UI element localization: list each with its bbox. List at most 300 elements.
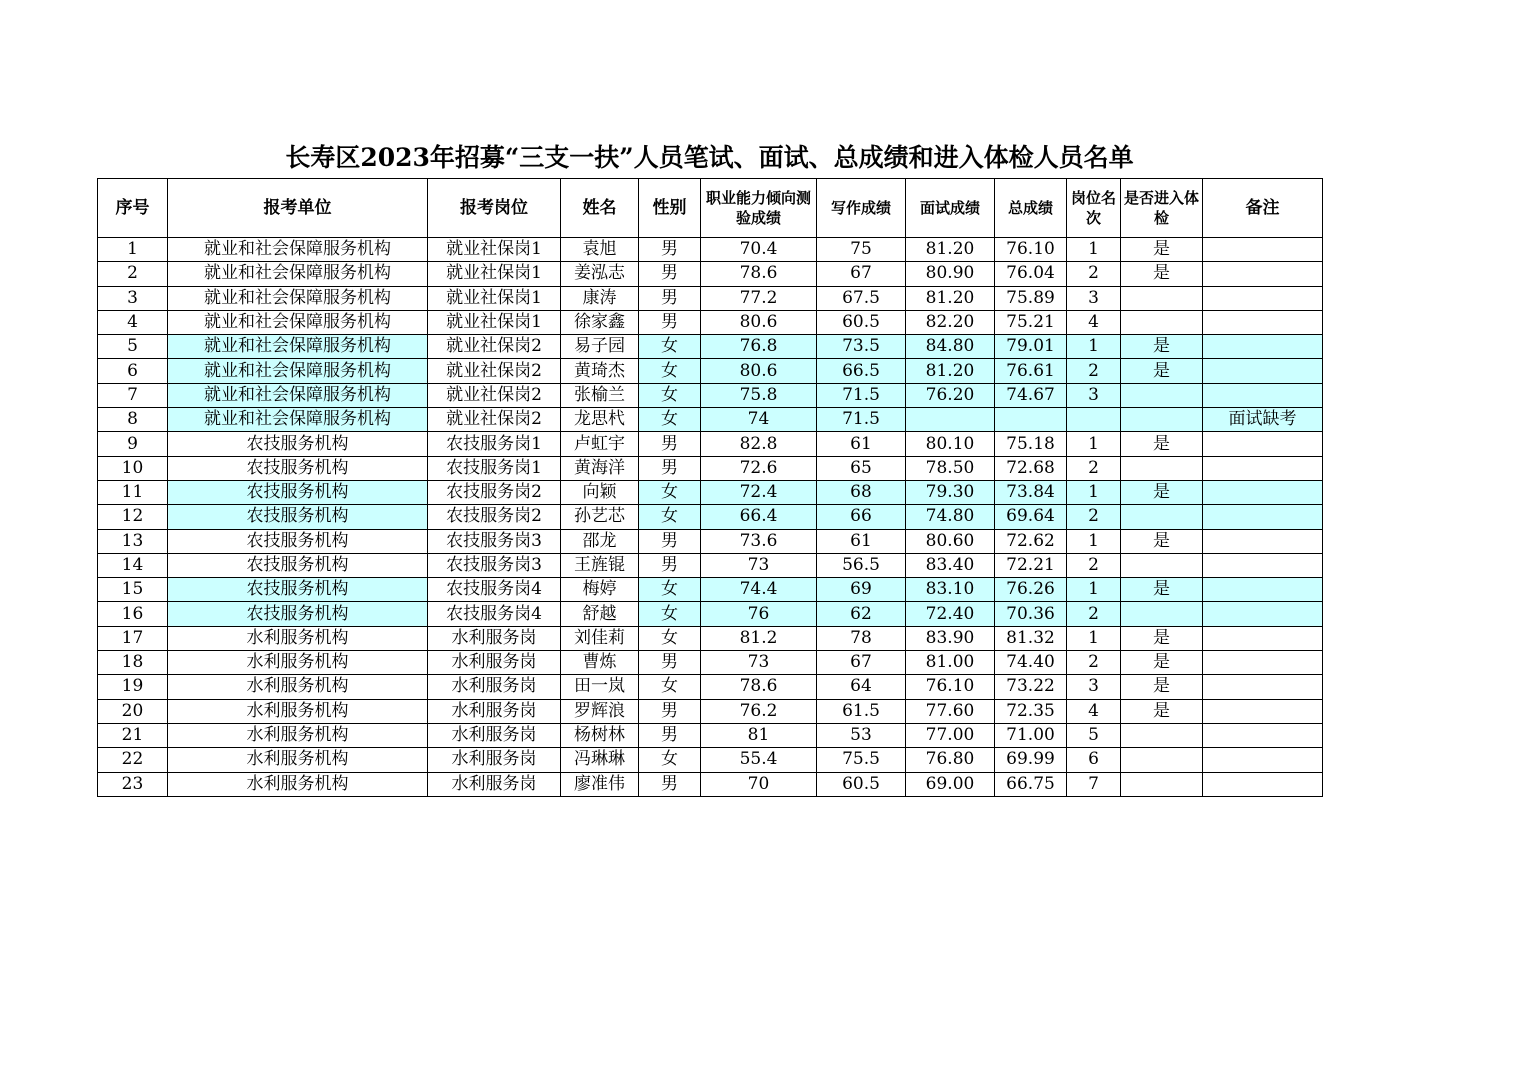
- cell-name: 康涛: [561, 286, 639, 310]
- cell-aptitude: 78.6: [701, 262, 817, 286]
- cell-writing: 69: [817, 578, 906, 602]
- cell-sex: 男: [639, 262, 701, 286]
- cell-note: [1203, 335, 1323, 359]
- cell-name: 曹炼: [561, 651, 639, 675]
- cell-no: 9: [98, 432, 168, 456]
- cell-sex: 女: [639, 335, 701, 359]
- cell-note: [1203, 359, 1323, 383]
- cell-note: [1203, 238, 1323, 262]
- cell-interview: 76.20: [906, 383, 995, 407]
- cell-unit: 就业和社会保障服务机构: [168, 335, 428, 359]
- cell-aptitude: 82.8: [701, 432, 817, 456]
- cell-sex: 男: [639, 553, 701, 577]
- cell-post: 水利服务岗: [428, 772, 561, 796]
- cell-writing: 61.5: [817, 699, 906, 723]
- header-cell-aptitude: 职业能力倾向测验成绩: [701, 179, 817, 238]
- cell-writing: 75: [817, 238, 906, 262]
- cell-name: 舒越: [561, 602, 639, 626]
- cell-post: 农技服务岗3: [428, 553, 561, 577]
- cell-aptitude: 74: [701, 408, 817, 432]
- cell-no: 7: [98, 383, 168, 407]
- cell-writing: 67.5: [817, 286, 906, 310]
- cell-post: 就业社保岗1: [428, 310, 561, 334]
- cell-note: [1203, 456, 1323, 480]
- cell-name: 孙艺芯: [561, 505, 639, 529]
- cell-writing: 68: [817, 480, 906, 504]
- cell-rank: 2: [1067, 553, 1121, 577]
- cell-unit: 农技服务机构: [168, 432, 428, 456]
- cell-note: [1203, 602, 1323, 626]
- cell-note: [1203, 262, 1323, 286]
- cell-total: 76.26: [995, 578, 1067, 602]
- header-cell-rank: 岗位名次: [1067, 179, 1121, 238]
- cell-note: [1203, 723, 1323, 747]
- table-row: [98, 310, 1323, 334]
- table-row: [98, 456, 1323, 480]
- cell-rank: 3: [1067, 383, 1121, 407]
- cell-no: 11: [98, 480, 168, 504]
- cell-no: 1: [98, 238, 168, 262]
- cell-no: 18: [98, 651, 168, 675]
- table-row: [98, 505, 1323, 529]
- cell-total: 75.18: [995, 432, 1067, 456]
- cell-exam: [1121, 456, 1203, 480]
- cell-no: 22: [98, 748, 168, 772]
- cell-writing: 60.5: [817, 310, 906, 334]
- cell-writing: 71.5: [817, 383, 906, 407]
- cell-total: 69.64: [995, 505, 1067, 529]
- cell-total: 74.67: [995, 383, 1067, 407]
- cell-post: 农技服务岗2: [428, 505, 561, 529]
- cell-name: 王旌锟: [561, 553, 639, 577]
- cell-exam: 是: [1121, 238, 1203, 262]
- header-cell-no: 序号: [98, 179, 168, 238]
- cell-total: 76.04: [995, 262, 1067, 286]
- cell-unit: 水利服务机构: [168, 675, 428, 699]
- cell-interview: 81.20: [906, 359, 995, 383]
- cell-name: 黄琦杰: [561, 359, 639, 383]
- cell-aptitude: 80.6: [701, 310, 817, 334]
- cell-exam: 是: [1121, 262, 1203, 286]
- cell-note: [1203, 578, 1323, 602]
- table-row: [98, 480, 1323, 504]
- cell-note: [1203, 553, 1323, 577]
- cell-no: 21: [98, 723, 168, 747]
- cell-interview: 76.80: [906, 748, 995, 772]
- cell-sex: 女: [639, 626, 701, 650]
- cell-total: 75.89: [995, 286, 1067, 310]
- cell-sex: 女: [639, 383, 701, 407]
- cell-unit: 水利服务机构: [168, 626, 428, 650]
- table-row: [98, 772, 1323, 796]
- cell-sex: 女: [639, 602, 701, 626]
- cell-no: 13: [98, 529, 168, 553]
- cell-sex: 女: [639, 675, 701, 699]
- cell-exam: 是: [1121, 335, 1203, 359]
- cell-sex: 男: [639, 651, 701, 675]
- cell-total: 81.32: [995, 626, 1067, 650]
- table-row: [98, 335, 1323, 359]
- cell-name: 易子园: [561, 335, 639, 359]
- table-row: [98, 262, 1323, 286]
- cell-unit: 农技服务机构: [168, 480, 428, 504]
- cell-writing: 66.5: [817, 359, 906, 383]
- cell-total: 69.99: [995, 748, 1067, 772]
- cell-post: 农技服务岗4: [428, 578, 561, 602]
- table-row: [98, 723, 1323, 747]
- table-row: [98, 602, 1323, 626]
- cell-rank: 3: [1067, 675, 1121, 699]
- header-cell-writing: 写作成绩: [817, 179, 906, 238]
- cell-interview: 69.00: [906, 772, 995, 796]
- cell-rank: 3: [1067, 286, 1121, 310]
- cell-interview: 77.60: [906, 699, 995, 723]
- cell-name: 袁旭: [561, 238, 639, 262]
- cell-note: [1203, 699, 1323, 723]
- cell-total: 71.00: [995, 723, 1067, 747]
- cell-post: 就业社保岗2: [428, 335, 561, 359]
- cell-unit: 就业和社会保障服务机构: [168, 286, 428, 310]
- cell-total: 72.21: [995, 553, 1067, 577]
- cell-total: 76.10: [995, 238, 1067, 262]
- cell-writing: 64: [817, 675, 906, 699]
- cell-exam: 是: [1121, 626, 1203, 650]
- cell-aptitude: 66.4: [701, 505, 817, 529]
- cell-sex: 女: [639, 408, 701, 432]
- cell-aptitude: 74.4: [701, 578, 817, 602]
- cell-note: [1203, 286, 1323, 310]
- cell-unit: 水利服务机构: [168, 748, 428, 772]
- cell-name: 梅婷: [561, 578, 639, 602]
- cell-aptitude: 73: [701, 553, 817, 577]
- cell-name: 杨树林: [561, 723, 639, 747]
- cell-unit: 农技服务机构: [168, 505, 428, 529]
- header-cell-interview: 面试成绩: [906, 179, 995, 238]
- cell-unit: 农技服务机构: [168, 578, 428, 602]
- cell-post: 水利服务岗: [428, 723, 561, 747]
- cell-writing: 56.5: [817, 553, 906, 577]
- cell-post: 水利服务岗: [428, 699, 561, 723]
- cell-name: 向颖: [561, 480, 639, 504]
- cell-name: 邵龙: [561, 529, 639, 553]
- cell-aptitude: 81: [701, 723, 817, 747]
- results-table: [97, 178, 1323, 797]
- cell-rank: 1: [1067, 626, 1121, 650]
- cell-aptitude: 70: [701, 772, 817, 796]
- cell-interview: 74.80: [906, 505, 995, 529]
- table-row: [98, 238, 1323, 262]
- cell-name: 徐家鑫: [561, 310, 639, 334]
- cell-rank: 4: [1067, 310, 1121, 334]
- cell-exam: [1121, 723, 1203, 747]
- cell-rank: 2: [1067, 359, 1121, 383]
- header-cell-total: 总成绩: [995, 179, 1067, 238]
- cell-interview: 79.30: [906, 480, 995, 504]
- cell-post: 农技服务岗1: [428, 456, 561, 480]
- cell-no: 23: [98, 772, 168, 796]
- cell-exam: 是: [1121, 675, 1203, 699]
- table-row: [98, 432, 1323, 456]
- cell-post: 就业社保岗1: [428, 238, 561, 262]
- cell-exam: 是: [1121, 699, 1203, 723]
- table-row: [98, 675, 1323, 699]
- cell-no: 8: [98, 408, 168, 432]
- cell-total: 72.35: [995, 699, 1067, 723]
- cell-exam: 是: [1121, 578, 1203, 602]
- cell-interview: 80.90: [906, 262, 995, 286]
- cell-total: 72.62: [995, 529, 1067, 553]
- cell-total: 76.61: [995, 359, 1067, 383]
- cell-post: 水利服务岗: [428, 748, 561, 772]
- cell-total: 73.22: [995, 675, 1067, 699]
- table-row: [98, 651, 1323, 675]
- cell-rank: 1: [1067, 335, 1121, 359]
- cell-interview: 83.40: [906, 553, 995, 577]
- cell-aptitude: 76: [701, 602, 817, 626]
- cell-exam: 是: [1121, 651, 1203, 675]
- cell-rank: 2: [1067, 651, 1121, 675]
- cell-name: 张榆兰: [561, 383, 639, 407]
- cell-rank: 2: [1067, 262, 1121, 286]
- cell-exam: [1121, 310, 1203, 334]
- cell-exam: 是: [1121, 359, 1203, 383]
- cell-writing: 53: [817, 723, 906, 747]
- cell-rank: 4: [1067, 699, 1121, 723]
- cell-note: [1203, 310, 1323, 334]
- cell-no: 2: [98, 262, 168, 286]
- cell-post: 就业社保岗1: [428, 262, 561, 286]
- table-row: [98, 383, 1323, 407]
- cell-unit: 就业和社会保障服务机构: [168, 408, 428, 432]
- cell-sex: 男: [639, 529, 701, 553]
- cell-sex: 男: [639, 772, 701, 796]
- cell-no: 17: [98, 626, 168, 650]
- cell-rank: 2: [1067, 456, 1121, 480]
- cell-rank: 5: [1067, 723, 1121, 747]
- cell-no: 4: [98, 310, 168, 334]
- cell-aptitude: 75.8: [701, 383, 817, 407]
- cell-no: 20: [98, 699, 168, 723]
- cell-sex: 男: [639, 286, 701, 310]
- cell-interview: 82.20: [906, 310, 995, 334]
- cell-aptitude: 77.2: [701, 286, 817, 310]
- cell-rank: 1: [1067, 578, 1121, 602]
- cell-exam: 是: [1121, 432, 1203, 456]
- cell-aptitude: 72.4: [701, 480, 817, 504]
- cell-name: 田一岚: [561, 675, 639, 699]
- cell-post: 农技服务岗2: [428, 480, 561, 504]
- cell-unit: 就业和社会保障服务机构: [168, 359, 428, 383]
- cell-post: 就业社保岗2: [428, 408, 561, 432]
- cell-name: 黄海洋: [561, 456, 639, 480]
- cell-sex: 男: [639, 310, 701, 334]
- cell-note: [1203, 480, 1323, 504]
- cell-writing: 71.5: [817, 408, 906, 432]
- cell-rank: 6: [1067, 748, 1121, 772]
- cell-writing: 73.5: [817, 335, 906, 359]
- cell-writing: 65: [817, 456, 906, 480]
- cell-total: 74.40: [995, 651, 1067, 675]
- cell-exam: [1121, 286, 1203, 310]
- cell-aptitude: 76.8: [701, 335, 817, 359]
- cell-sex: 男: [639, 432, 701, 456]
- cell-writing: 60.5: [817, 772, 906, 796]
- cell-unit: 水利服务机构: [168, 723, 428, 747]
- cell-note: [1203, 626, 1323, 650]
- cell-no: 5: [98, 335, 168, 359]
- cell-interview: [906, 408, 995, 432]
- cell-interview: 80.10: [906, 432, 995, 456]
- cell-interview: 80.60: [906, 529, 995, 553]
- header-cell-exam: 是否进入体检: [1121, 179, 1203, 238]
- cell-total: 66.75: [995, 772, 1067, 796]
- header-cell-sex: 性别: [639, 179, 701, 238]
- cell-writing: 61: [817, 432, 906, 456]
- cell-note: [1203, 772, 1323, 796]
- cell-total: 72.68: [995, 456, 1067, 480]
- cell-post: 农技服务岗3: [428, 529, 561, 553]
- cell-interview: 81.20: [906, 286, 995, 310]
- cell-exam: [1121, 748, 1203, 772]
- cell-total: 70.36: [995, 602, 1067, 626]
- cell-writing: 67: [817, 651, 906, 675]
- cell-sex: 女: [639, 359, 701, 383]
- cell-name: 廖准伟: [561, 772, 639, 796]
- cell-post: 就业社保岗2: [428, 383, 561, 407]
- cell-total: [995, 408, 1067, 432]
- cell-aptitude: 81.2: [701, 626, 817, 650]
- cell-aptitude: 80.6: [701, 359, 817, 383]
- cell-sex: 女: [639, 505, 701, 529]
- cell-name: 卢虹宇: [561, 432, 639, 456]
- cell-unit: 农技服务机构: [168, 553, 428, 577]
- cell-interview: 78.50: [906, 456, 995, 480]
- cell-interview: 76.10: [906, 675, 995, 699]
- header-cell-unit: 报考单位: [168, 179, 428, 238]
- cell-unit: 农技服务机构: [168, 529, 428, 553]
- cell-unit: 水利服务机构: [168, 651, 428, 675]
- table-row: [98, 529, 1323, 553]
- cell-no: 15: [98, 578, 168, 602]
- cell-writing: 62: [817, 602, 906, 626]
- cell-total: 73.84: [995, 480, 1067, 504]
- cell-unit: 农技服务机构: [168, 456, 428, 480]
- table-row: [98, 699, 1323, 723]
- cell-writing: 66: [817, 505, 906, 529]
- cell-name: 刘佳莉: [561, 626, 639, 650]
- cell-interview: 81.20: [906, 238, 995, 262]
- cell-rank: [1067, 408, 1121, 432]
- cell-note: [1203, 505, 1323, 529]
- cell-post: 就业社保岗1: [428, 286, 561, 310]
- cell-no: 6: [98, 359, 168, 383]
- cell-exam: [1121, 602, 1203, 626]
- cell-rank: 2: [1067, 505, 1121, 529]
- cell-unit: 就业和社会保障服务机构: [168, 238, 428, 262]
- cell-aptitude: 73: [701, 651, 817, 675]
- header-cell-post: 报考岗位: [428, 179, 561, 238]
- document-title: 长寿区2023年招募“三支一扶”人员笔试、面试、总成绩和进入体检人员名单: [285, 143, 1134, 172]
- cell-no: 12: [98, 505, 168, 529]
- cell-sex: 男: [639, 699, 701, 723]
- cell-exam: [1121, 553, 1203, 577]
- cell-rank: 1: [1067, 432, 1121, 456]
- cell-writing: 61: [817, 529, 906, 553]
- cell-total: 75.21: [995, 310, 1067, 334]
- header-row: [98, 179, 1323, 238]
- cell-post: 农技服务岗4: [428, 602, 561, 626]
- table-row: [98, 359, 1323, 383]
- cell-unit: 就业和社会保障服务机构: [168, 310, 428, 334]
- cell-unit: 就业和社会保障服务机构: [168, 383, 428, 407]
- cell-interview: 77.00: [906, 723, 995, 747]
- table-row: [98, 578, 1323, 602]
- cell-interview: 72.40: [906, 602, 995, 626]
- cell-note: 面试缺考: [1203, 408, 1323, 432]
- cell-name: 冯琳琳: [561, 748, 639, 772]
- cell-aptitude: 78.6: [701, 675, 817, 699]
- cell-exam: 是: [1121, 480, 1203, 504]
- cell-aptitude: 73.6: [701, 529, 817, 553]
- cell-unit: 农技服务机构: [168, 602, 428, 626]
- cell-writing: 67: [817, 262, 906, 286]
- cell-rank: 2: [1067, 602, 1121, 626]
- cell-exam: [1121, 408, 1203, 432]
- cell-sex: 男: [639, 238, 701, 262]
- cell-no: 3: [98, 286, 168, 310]
- cell-no: 10: [98, 456, 168, 480]
- cell-note: [1203, 748, 1323, 772]
- cell-writing: 78: [817, 626, 906, 650]
- cell-rank: 1: [1067, 529, 1121, 553]
- table-row: [98, 286, 1323, 310]
- cell-name: 罗辉浪: [561, 699, 639, 723]
- cell-rank: 7: [1067, 772, 1121, 796]
- cell-note: [1203, 432, 1323, 456]
- cell-aptitude: 55.4: [701, 748, 817, 772]
- cell-unit: 水利服务机构: [168, 772, 428, 796]
- table-row: [98, 748, 1323, 772]
- cell-writing: 75.5: [817, 748, 906, 772]
- cell-interview: 84.80: [906, 335, 995, 359]
- cell-exam: 是: [1121, 529, 1203, 553]
- cell-post: 水利服务岗: [428, 651, 561, 675]
- cell-post: 农技服务岗1: [428, 432, 561, 456]
- cell-aptitude: 76.2: [701, 699, 817, 723]
- header-cell-note: 备注: [1203, 179, 1323, 238]
- cell-post: 就业社保岗2: [428, 359, 561, 383]
- cell-note: [1203, 651, 1323, 675]
- cell-total: 79.01: [995, 335, 1067, 359]
- cell-sex: 女: [639, 578, 701, 602]
- cell-interview: 83.10: [906, 578, 995, 602]
- cell-no: 19: [98, 675, 168, 699]
- header-cell-name: 姓名: [561, 179, 639, 238]
- cell-sex: 女: [639, 480, 701, 504]
- cell-unit: 水利服务机构: [168, 699, 428, 723]
- cell-post: 水利服务岗: [428, 675, 561, 699]
- cell-exam: [1121, 505, 1203, 529]
- cell-sex: 男: [639, 456, 701, 480]
- cell-interview: 81.00: [906, 651, 995, 675]
- cell-aptitude: 72.6: [701, 456, 817, 480]
- table-row: [98, 408, 1323, 432]
- cell-note: [1203, 529, 1323, 553]
- cell-post: 水利服务岗: [428, 626, 561, 650]
- cell-sex: 女: [639, 748, 701, 772]
- cell-unit: 就业和社会保障服务机构: [168, 262, 428, 286]
- cell-exam: [1121, 383, 1203, 407]
